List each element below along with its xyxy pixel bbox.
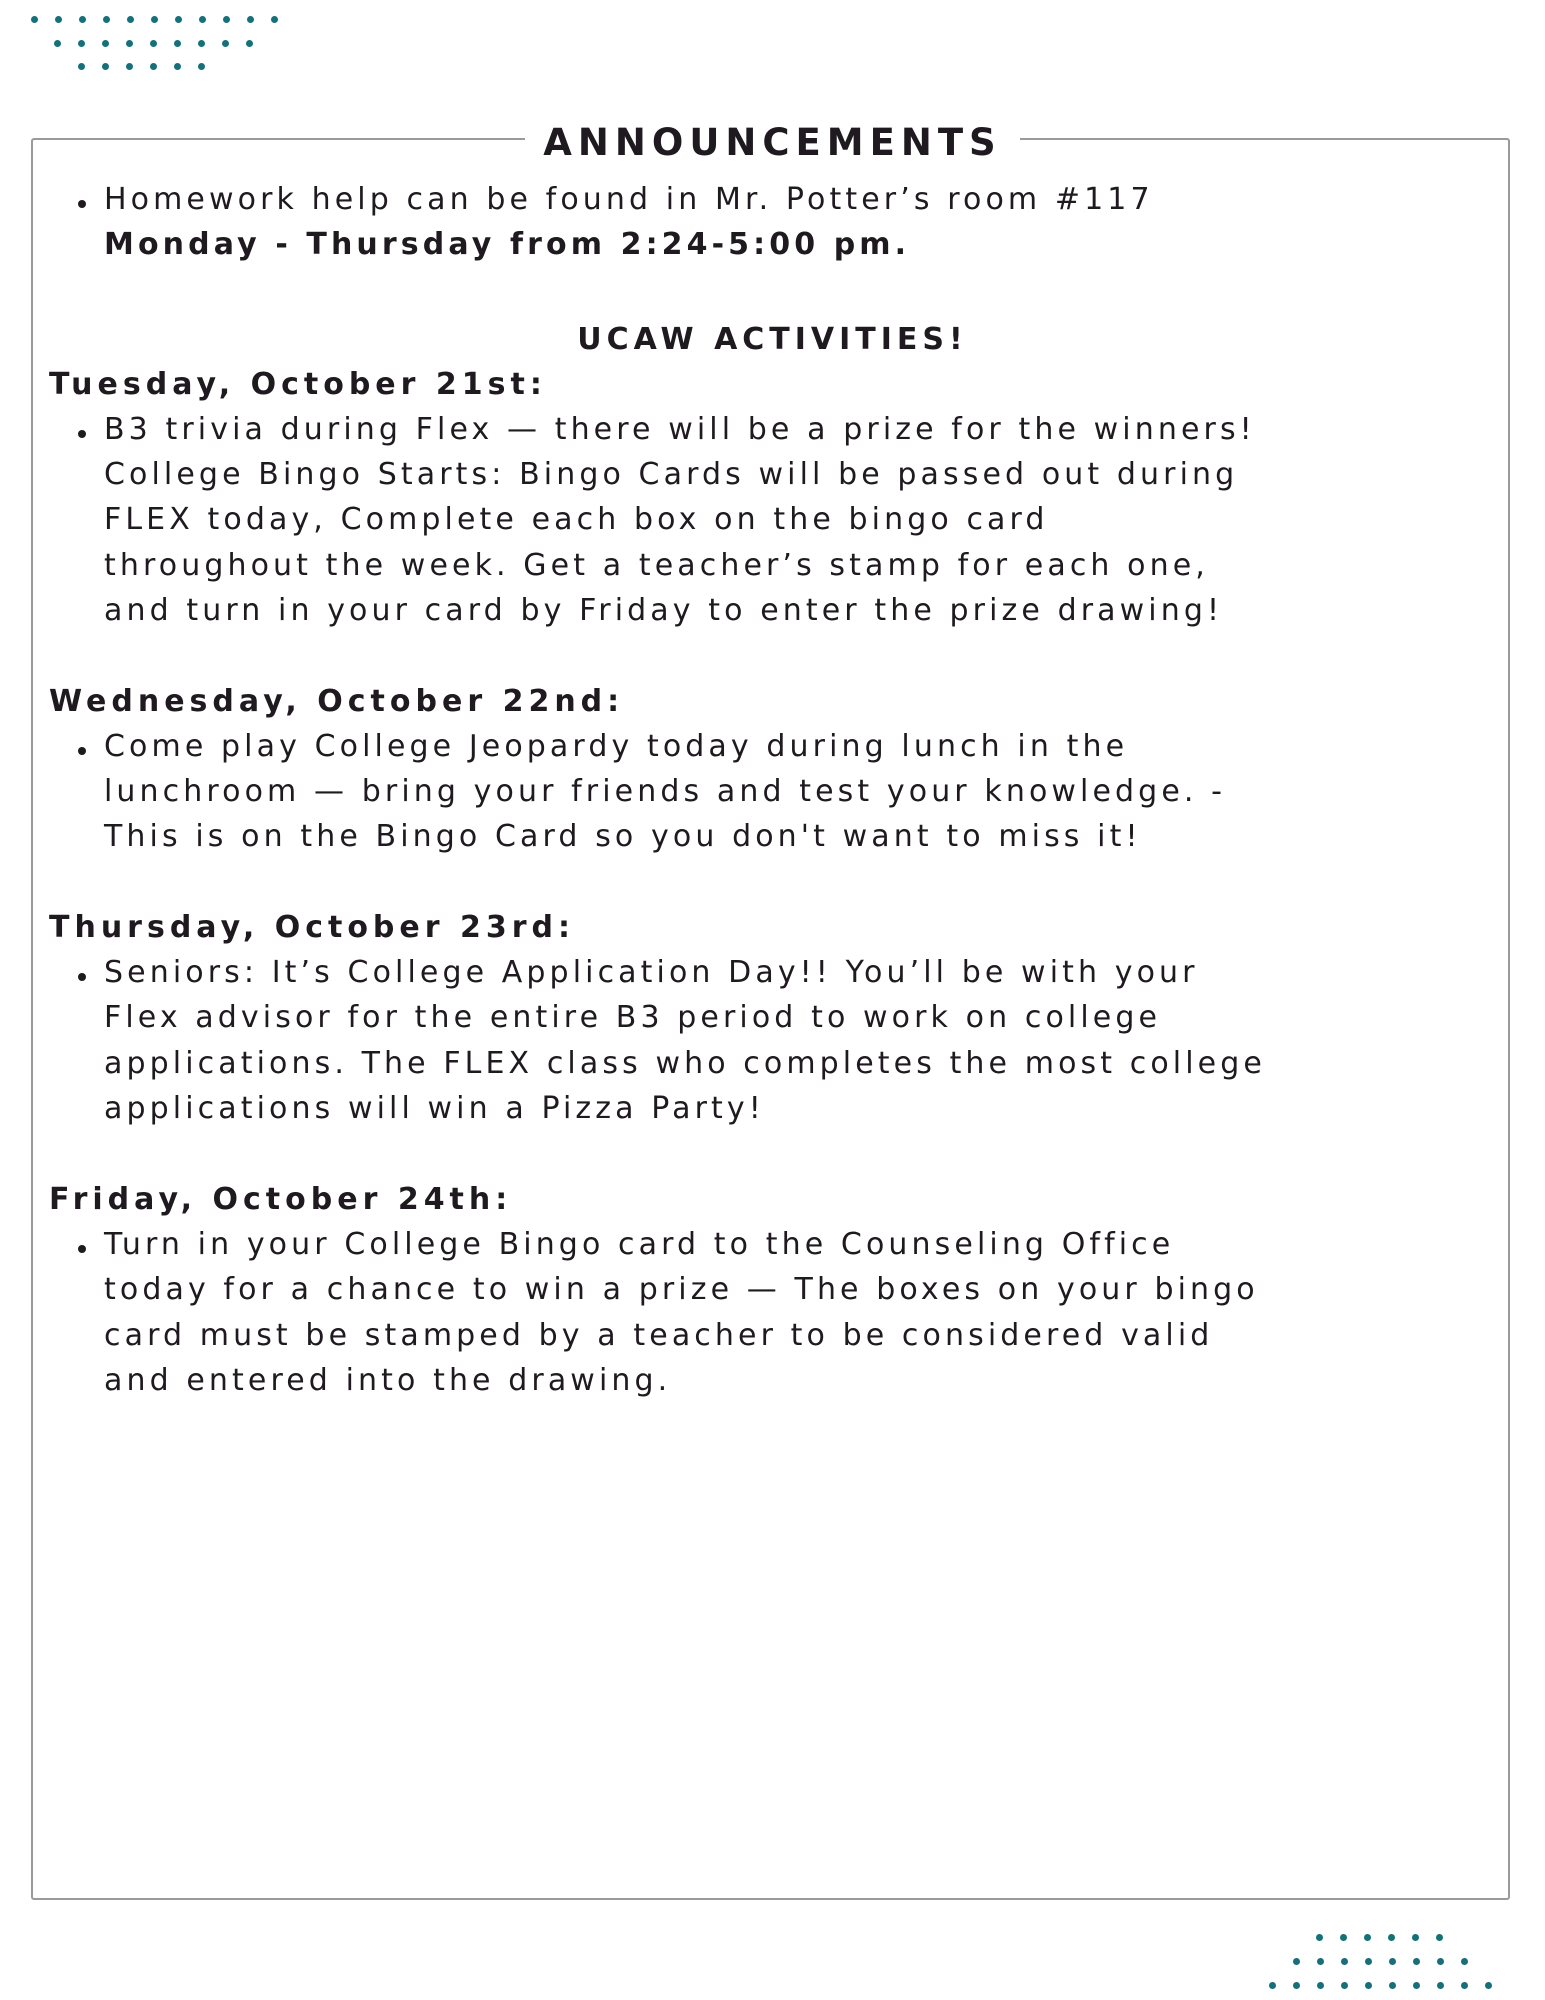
dot-icon: [174, 40, 181, 47]
bullet-icon: [78, 973, 86, 981]
dot-icon: [150, 63, 157, 70]
homework-line-1: Homework help can be found in Mr. Potter’s room #117: [104, 182, 1154, 217]
dot-icon: [1340, 1934, 1347, 1941]
dot-icon: [126, 40, 133, 47]
dot-icon: [1413, 1958, 1420, 1965]
dot-icon: [271, 16, 278, 23]
dot-icon: [31, 16, 38, 23]
bullet-icon: [78, 200, 86, 208]
dot-icon: [199, 16, 206, 23]
wednesday-line-3: This is on the Bingo Card so you don't want to miss it!: [104, 819, 1142, 854]
tuesday-line-5: and turn in your card by Friday to enter the prize drawing!: [104, 593, 1224, 628]
thursday-line-1: Seniors: It’s College Application Day!! You’ll be with your: [104, 955, 1199, 990]
dot-icon: [1293, 1982, 1300, 1989]
wednesday-line-2: lunchroom — bring your friends and test your knowledge. -: [104, 774, 1227, 809]
dot-icon: [1364, 1934, 1371, 1941]
dot-icon: [1365, 1982, 1372, 1989]
tuesday-line-2: College Bingo Starts: Bingo Cards will be passed out during: [104, 457, 1239, 492]
dot-icon: [246, 40, 253, 47]
day-heading-friday: Friday, October 24th:: [49, 1182, 513, 1217]
thursday-line-2: Flex advisor for the entire B3 period to work on college: [104, 1000, 1162, 1035]
dot-icon: [78, 40, 85, 47]
dot-icon: [1413, 1982, 1420, 1989]
day-heading-thursday: Thursday, October 23rd:: [49, 910, 576, 945]
dot-icon: [151, 16, 158, 23]
friday-line-4: and entered into the drawing.: [104, 1363, 672, 1398]
tuesday-line-3: FLEX today, Complete each box on the bingo card: [104, 502, 1049, 537]
page-title: ANNOUNCEMENTS: [525, 118, 1019, 168]
tuesday-line-1: B3 trivia during Flex — there will be a prize for the winners!: [104, 412, 1256, 447]
dot-icon: [1389, 1958, 1396, 1965]
thursday-line-4: applications will win a Pizza Party!: [104, 1091, 765, 1126]
dot-icon: [55, 16, 62, 23]
bullet-icon: [78, 747, 86, 755]
homework-line-2: Monday - Thursday from 2:24-5:00 pm.: [104, 227, 911, 262]
dot-icon: [1316, 1934, 1323, 1941]
friday-line-2: today for a chance to win a prize — The boxes on your bingo: [104, 1272, 1259, 1307]
friday-line-3: card must be stamped by a teacher to be considered valid: [104, 1318, 1214, 1353]
wednesday-line-1: Come play College Jeopardy today during lunch in the: [104, 729, 1129, 764]
dot-icon: [198, 63, 205, 70]
friday-line-1: Turn in your College Bingo card to the Counseling Office: [104, 1227, 1175, 1262]
dot-icon: [1437, 1982, 1444, 1989]
dot-icon: [127, 16, 134, 23]
dot-icon: [1293, 1958, 1300, 1965]
dot-icon: [174, 63, 181, 70]
dot-icon: [1412, 1934, 1419, 1941]
dot-icon: [79, 16, 86, 23]
dot-icon: [126, 63, 133, 70]
day-heading-tuesday: Tuesday, October 21st:: [49, 367, 547, 402]
day-heading-wednesday: Wednesday, October 22nd:: [49, 684, 625, 719]
dot-icon: [1317, 1982, 1324, 1989]
dot-icon: [54, 40, 61, 47]
dot-icon: [222, 40, 229, 47]
dot-icon: [175, 16, 182, 23]
bullet-icon: [78, 1245, 86, 1253]
dot-icon: [102, 63, 109, 70]
dot-icon: [1317, 1958, 1324, 1965]
dot-icon: [1436, 1934, 1443, 1941]
bullet-icon: [78, 430, 86, 438]
section-heading: UCAW ACTIVITIES!: [577, 322, 968, 357]
dot-icon: [1341, 1982, 1348, 1989]
dot-icon: [78, 63, 85, 70]
thursday-line-3: applications. The FLEX class who completes the most college: [104, 1046, 1266, 1081]
dot-icon: [102, 40, 109, 47]
dot-icon: [1365, 1958, 1372, 1965]
dot-icon: [1269, 1982, 1276, 1989]
dot-icon: [1389, 1982, 1396, 1989]
dot-icon: [1437, 1958, 1444, 1965]
dot-icon: [247, 16, 254, 23]
dot-icon: [1341, 1958, 1348, 1965]
tuesday-line-4: throughout the week. Get a teacher’s stamp for each one,: [104, 548, 1209, 583]
dot-icon: [1461, 1958, 1468, 1965]
dot-icon: [1485, 1982, 1492, 1989]
dot-icon: [150, 40, 157, 47]
dot-icon: [223, 16, 230, 23]
dot-icon: [198, 40, 205, 47]
dot-icon: [1461, 1982, 1468, 1989]
dot-icon: [1388, 1934, 1395, 1941]
title-container: [0, 118, 1545, 175]
dot-icon: [103, 16, 110, 23]
